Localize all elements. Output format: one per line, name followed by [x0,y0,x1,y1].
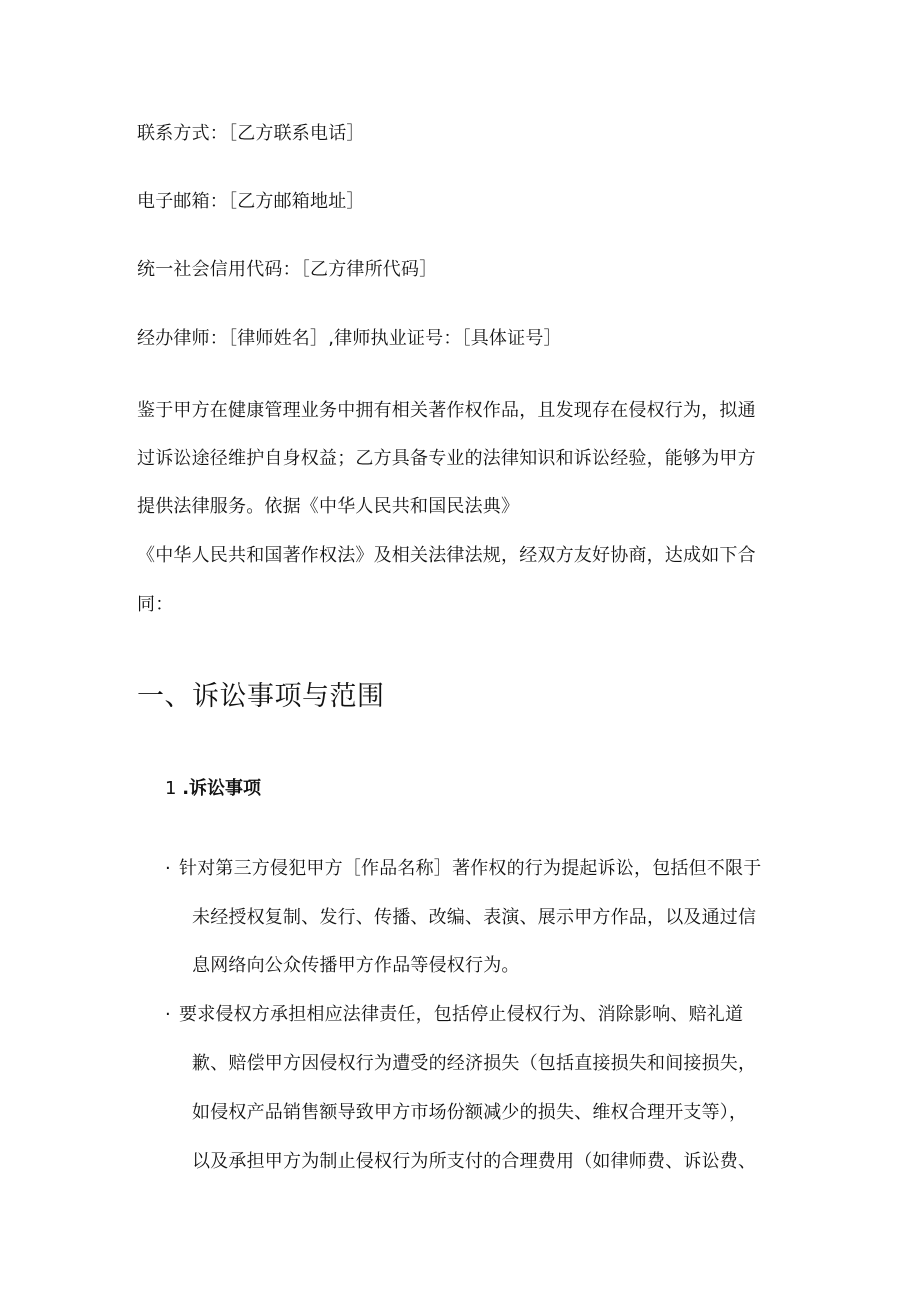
bullet-text-line: 如侵权产品销售额导致甲方市场份额减少的损失、维权合理开支等）， [192,1102,748,1123]
list-item [165,1003,743,1027]
bullet-text-line: 要求侵权方承担相应法律责任，包括停止侵权行为、消除影响、赔礼道 [179,1004,744,1025]
bullet-text-line: 未经授权复制、发行、传播、改编、表演、展示甲方作品，以及通过信 [192,907,757,928]
lawyer-line: 经办律师：［律师姓名］,律师执业证号：［具体证号］ [137,328,562,349]
preamble-line: 提供法律服务。依据《中华人民共和国民法典》 [137,496,520,517]
bullet-text-line: 以及承担甲方为制止侵权行为所支付的合理费用（如律师费、诉讼费、 [192,1151,757,1172]
bullet-text-line: 歉、赔偿甲方因侵权行为遭受的经济损失（包括直接损失和间接损失， [192,1053,757,1074]
preamble-line: 《中华人民共和国著作权法》及相关法律法规，经双方友好协商，达成如下合 [137,545,756,566]
contact-phone-line: 联系方式：［乙方联系电话］ [137,123,365,144]
bullet-text-line: 针对第三方侵犯甲方［作品名称］著作权的行为提起诉讼，包括但不限于 [179,858,762,879]
credit-code-line: 统一社会信用代码：［乙方律所代码］ [137,259,438,280]
preamble-line: 鉴于甲方在健康管理业务中拥有相关著作权作品，且发现存在侵权行为，拟通 [137,400,756,421]
bullet-icon: · [165,858,171,879]
subsection-number: 1 [165,778,177,799]
bullet-icon: · [165,1004,171,1025]
list-item [165,857,761,881]
subsection-heading [165,777,261,801]
subsection-title: .诉讼事项 [182,778,262,799]
section-heading: 一、诉讼事项与范围 [137,681,385,712]
contact-email-line: 电子邮箱：［乙方邮箱地址］ [137,191,365,212]
preamble-line: 过诉讼途径维护自身权益；乙方具备专业的法律知识和诉讼经验，能够为甲方 [137,448,756,469]
bullet-text-line: 息网络向公众传播甲方作品等侵权行为。 [192,955,520,976]
preamble-line: 同： [137,594,174,615]
